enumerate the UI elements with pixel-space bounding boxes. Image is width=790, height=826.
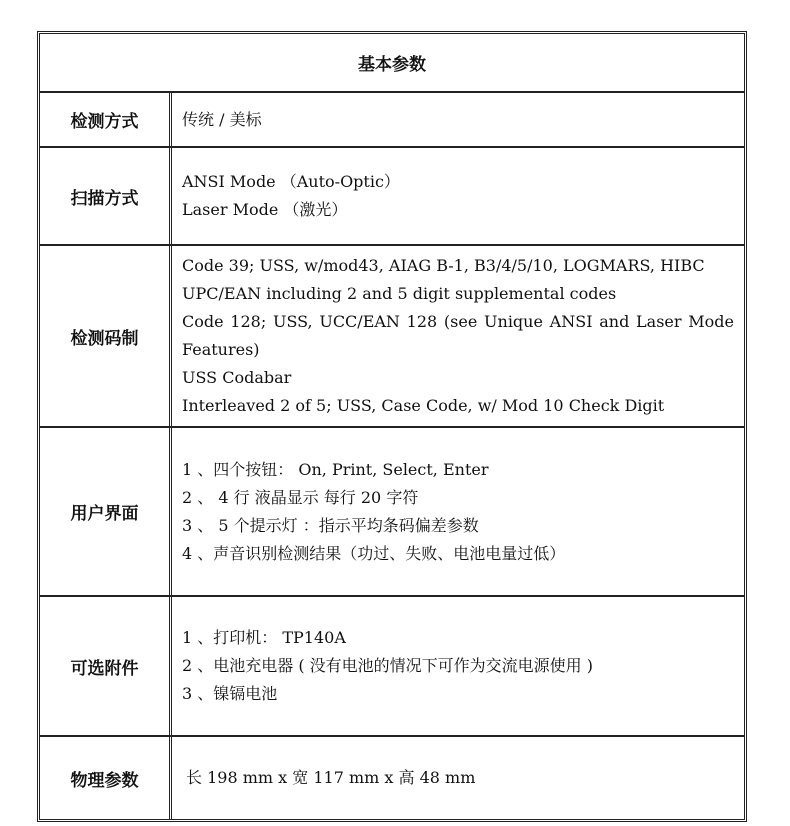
- content-line: 1 、打印机： TP140A: [182, 628, 346, 647]
- content-line: Interleaved 2 of 5; USS, Case Code, w/ Mod 10 Check Digit: [182, 396, 665, 415]
- content-line: UPC/EAN including 2 and 5 digit supplemental codes: [182, 284, 617, 303]
- table-title: 基本参数: [358, 55, 426, 75]
- row-content: [172, 428, 744, 595]
- content-line: 长 198 mm x 宽 117 mm x 高 48 mm: [186, 768, 476, 787]
- row-label: 检测码制: [40, 246, 172, 426]
- content-line: Code 128; USS, UCC/EAN 128 (see Unique ANSI and Laser Mode Features): [182, 312, 734, 359]
- content-line: Code 39; USS, w/mod43, AIAG B-1, B3/4/5/10, LOGMARS, HIBC: [182, 256, 705, 275]
- content-line: 3 、 5 个提示灯 ：指示平均条码偏差参数: [182, 515, 479, 535]
- content-line: 3 、镍镉电池: [182, 684, 278, 703]
- content-line: 4 、声音识别检测结果（功过、失败、电池电量过低）: [182, 543, 566, 563]
- content-line: USS Codabar: [182, 368, 292, 387]
- row-content: [172, 597, 744, 735]
- content-line: ANSI Mode （Auto-Optic）: [182, 172, 400, 191]
- table-row-detection-method: [40, 91, 744, 146]
- row-content: [172, 93, 744, 146]
- table-header-row: [40, 34, 744, 91]
- row-content: [172, 246, 744, 426]
- table-row-scan-mode: [40, 146, 744, 244]
- table-row-symbologies: [40, 244, 744, 426]
- table-row-user-interface: [40, 426, 744, 595]
- table-row-accessories: [40, 595, 744, 735]
- content-line: 传统 / 美标: [182, 109, 262, 129]
- row-label: 扫描方式: [40, 148, 172, 244]
- content-line: 1 、四个按钮： On, Print, Select, Enter: [182, 459, 489, 479]
- row-content: [172, 148, 744, 244]
- row-label: 可选附件: [40, 597, 172, 735]
- content-line: 2 、电池充电器 ( 没有电池的情况下可作为交流电源使用 ): [182, 656, 594, 675]
- table-row-physical: [40, 735, 744, 819]
- row-label: 用户界面: [40, 428, 172, 595]
- row-label: 检测方式: [40, 93, 172, 146]
- spec-table: [37, 31, 747, 822]
- row-label: 物理参数: [40, 737, 172, 819]
- content-line: 2 、 4 行 液晶显示 每行 20 字符: [182, 487, 419, 507]
- row-content: [172, 737, 744, 819]
- content-line: Laser Mode （激光）: [182, 200, 348, 219]
